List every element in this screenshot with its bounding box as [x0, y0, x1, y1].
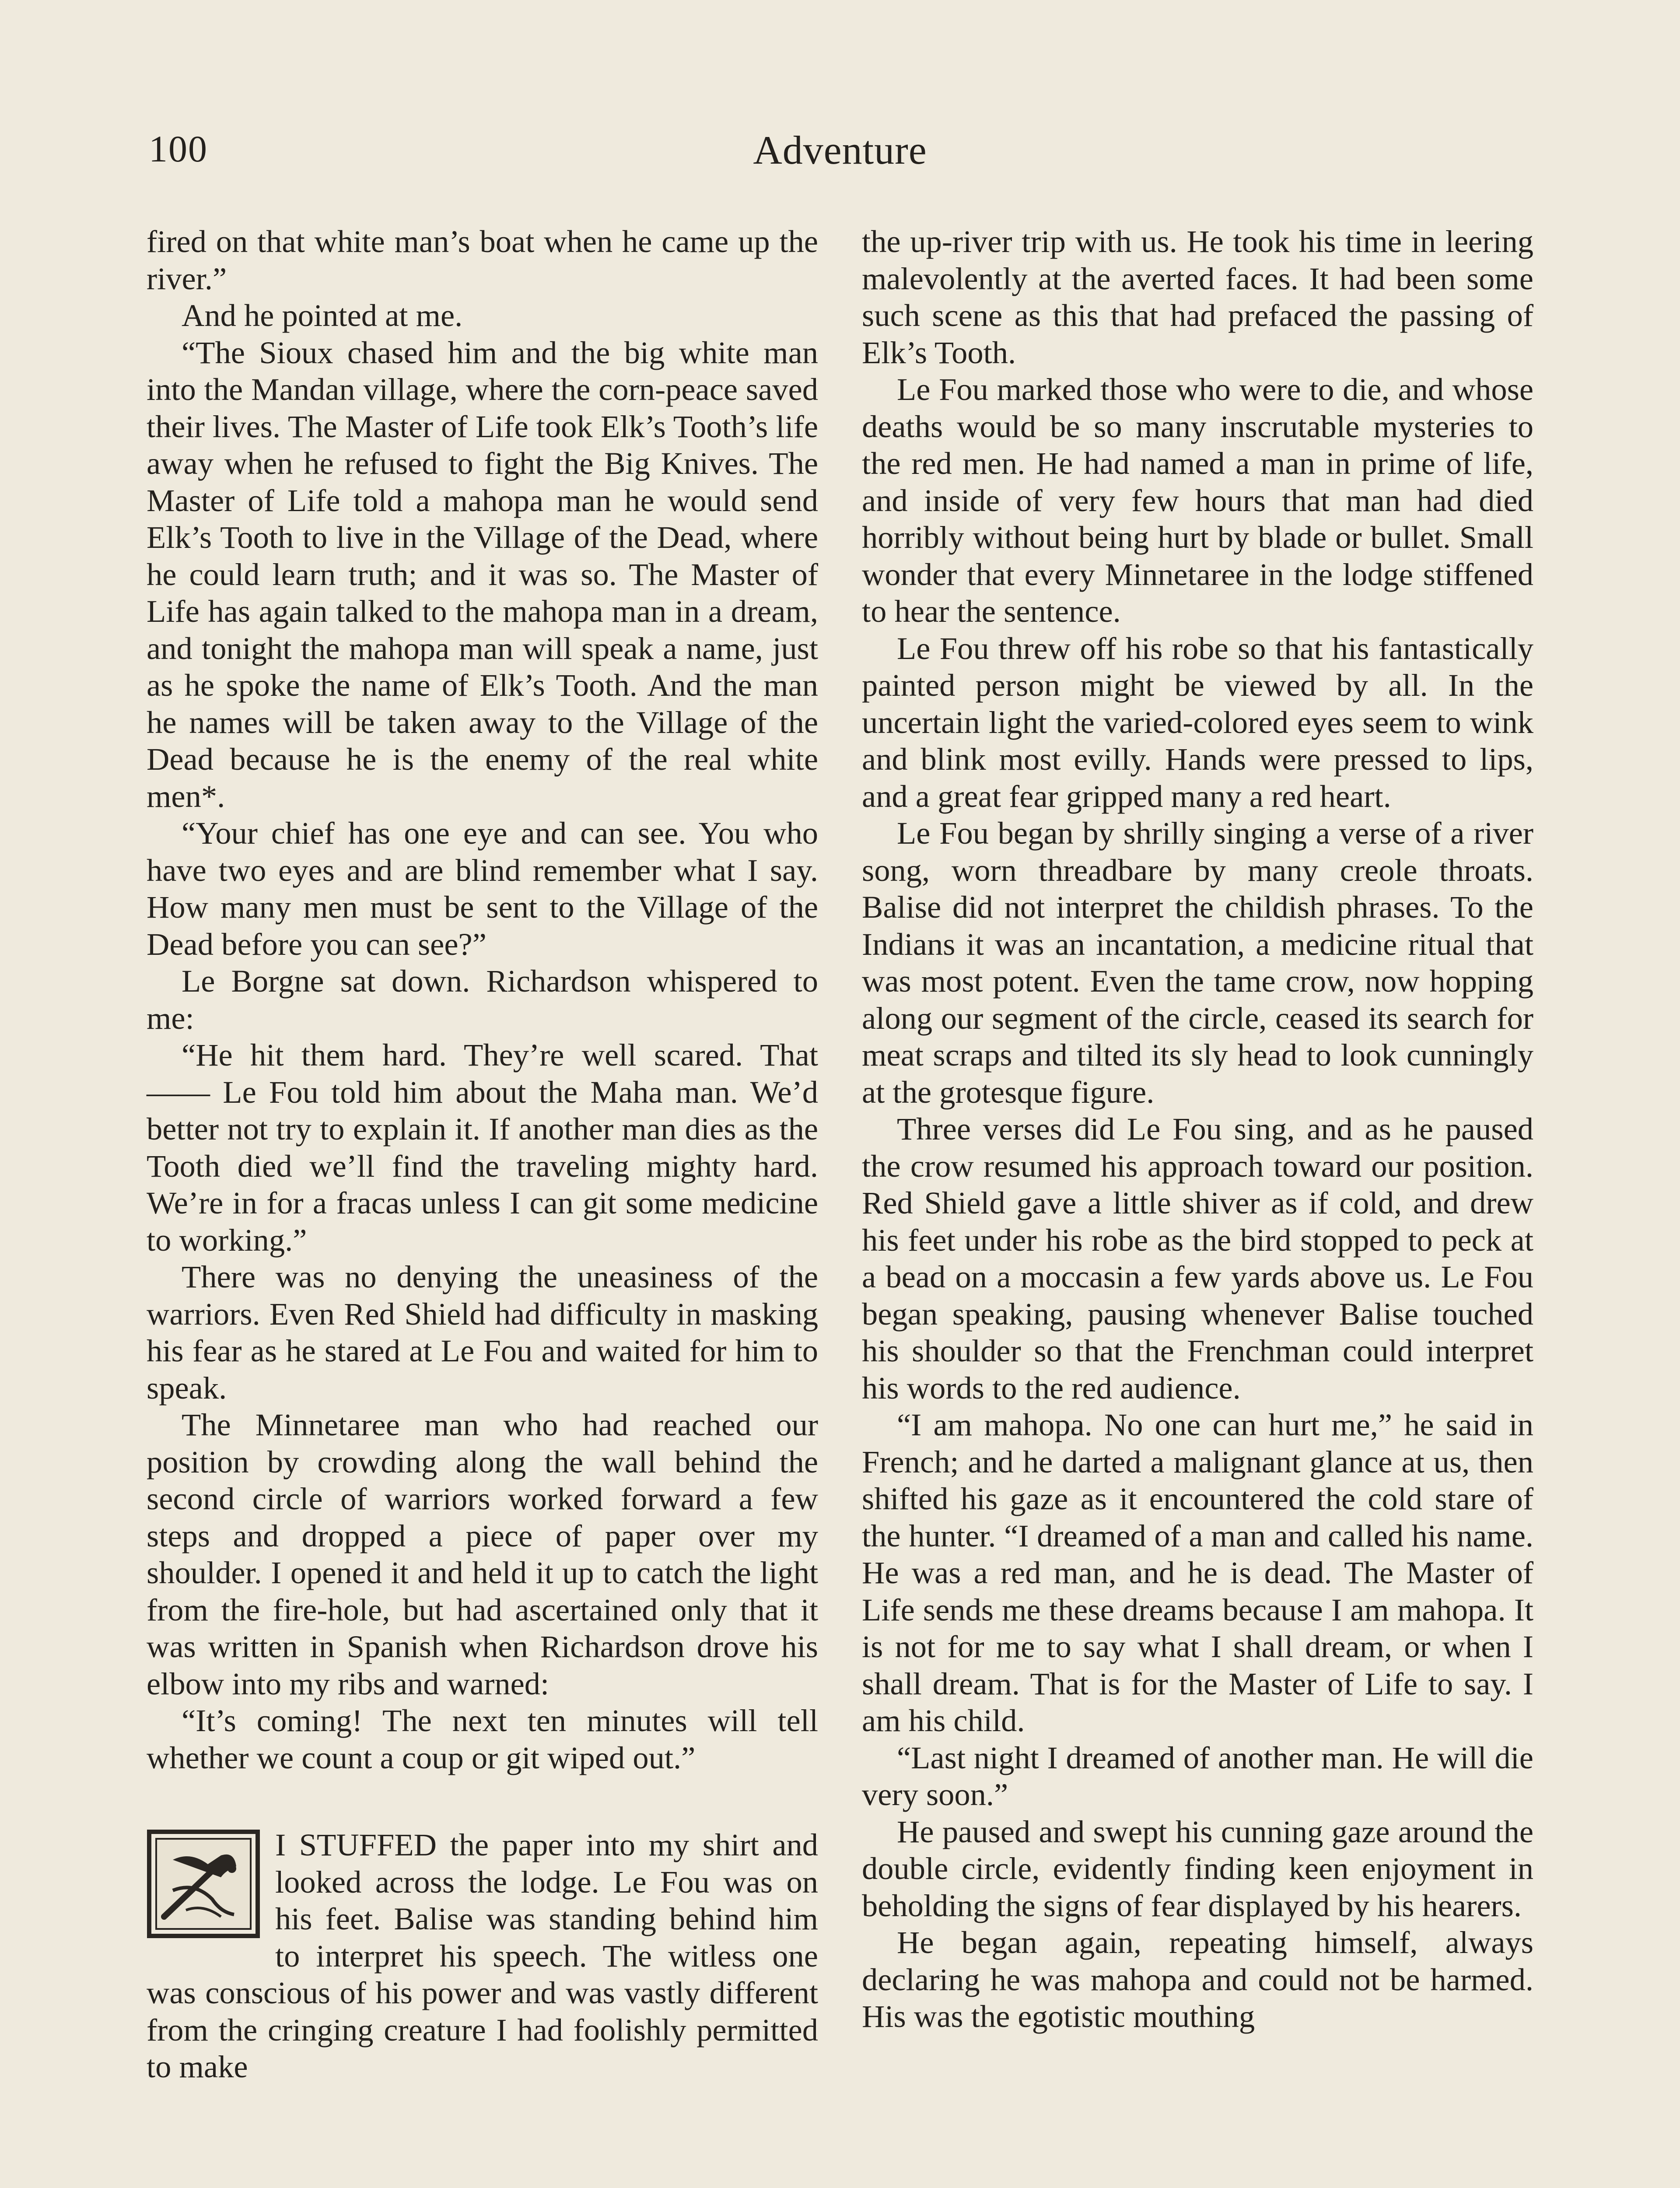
- paragraph: And he pointed at me.: [182, 298, 463, 333]
- paragraph: There was no denying the uneasiness of the warriors. Even Red Shield had difficulty in masking his fear as he stared at Le Fou and waited for him to speak.: [147, 1259, 818, 1406]
- journal-title: Adventure: [753, 128, 927, 172]
- paragraph: “It’s coming! The next ten minutes will tell whether we count a coup or git wiped out.”: [147, 1703, 818, 1775]
- paragraph: He began again, repeating himself, always declaring he was mahopa and could not be harmed. His was the egotistic mouthing: [862, 1925, 1533, 2034]
- paragraph: Le Fou began by shrilly singing a verse of a river song, worn threadbare by many creole throats. Balise did not interpret the childish phrases. To the Indians it was an incantation, a medicine ritual that was most potent. Even the tame crow, now hopping along our segment of the circle, ceased its search for meat scraps and tilted its sly head to look cunningly at the grotesque figure.: [862, 815, 1533, 1110]
- page-number: 100: [149, 128, 208, 170]
- section-opening-paragraph: I STUFFED the paper into my shirt and looked across the lodge. Le Fou was on his feet. Balise was standing behind him to interpret his speech. The witless one was conscious of his power and was vastly different from the cringing creature I had foolishly permitted to make: [147, 1827, 818, 2084]
- paragraph: “He hit them hard. They’re well scared. That —— Le Fou told him about the Maha man. We’d better not try to explain it. If another man dies as the Tooth died we’ll find the traveling mighty hard. We’re in for a fracas unless I can git some medicine to working.”: [147, 1037, 818, 1258]
- decorative-initial-icon: [147, 1829, 260, 1939]
- page-header: [149, 127, 1531, 188]
- section-break: [147, 1827, 818, 2086]
- paragraph: Le Borgne sat down. Richardson whispered to me:: [147, 963, 818, 1036]
- paragraph: “I am mahopa. No one can hurt me,” he said in French; and he darted a malignant glance at us, then shifted his gaze as it encountered the cold stare of the hunter. “I dreamed of a man and called his name. He was a red man, and he is dead. The Master of Life sends me these dreams because I am mahopa. It is not for me to say what I shall dream, or when I shall dream. That is for the Master of Life to say. I am his child.: [862, 1407, 1533, 1738]
- paragraph: He paused and swept his cunning gaze around the double circle, evidently finding keen enjoyment in beholding the signs of fear displayed by his hearers.: [862, 1813, 1533, 1923]
- paragraph: the up-river trip with us. He took his time in leering malevolently at the averted faces. It had been some such scene as this that had prefaced the passing of Elk’s Tooth.: [862, 224, 1533, 370]
- paragraph: Le Fou marked those who were to die, and whose deaths would be so many inscrutable mysteries to the red men. He had named a man in prime of life, and inside of very few hours that man had died horribly without being hurt by blade or bullet. Small wonder that every Minnetaree in the lodge stiffened to hear the sentence.: [862, 372, 1533, 629]
- paragraph: “The Sioux chased him and the big white man into the Mandan village, where the corn-peace saved their lives. The Master of Life took Elk’s Tooth’s life away when he refused to fight the Big Knives. The Master of Life told a mahopa man he would send Elk’s Tooth to live in the Village of the Dead, where he could learn truth; and it was so. The Master of Life has again talked to the mahopa man in a dream, and tonight the mahopa man will speak a name, just as he spoke the name of Elk’s Tooth. And the man he names will be taken away to the Village of the Dead because he is the enemy of the real white men*.: [147, 334, 818, 814]
- tomahawk-icon: [147, 1829, 260, 1939]
- paragraph: Le Fou threw off his robe so that his fantastically painted person might be viewed by all. In the uncertain light the varied-colored eyes seem to wink and blink most evilly. Hands were pressed to lips, and a great fear gripped many a red heart.: [862, 630, 1533, 814]
- paragraph: The Minnetaree man who had reached our position by crowding along the wall behind the second circle of warriors worked forward a few steps and dropped a piece of paper over my shoulder. I opened it and held it up to catch the light from the fire-hole, but had ascertained only that it was written in Spanish when Richardson drove his elbow into my ribs and warned:: [147, 1407, 818, 1701]
- left-column: [147, 223, 818, 2086]
- paragraph: Three verses did Le Fou sing, and as he paused the crow resumed his approach toward our position. Red Shield gave a little shiver as if cold, and drew his feet under his robe as the bird stopped to peck at a bead on a moccasin a few yards above us. Le Fou began speaking, pausing whenever Balise touched his shoulder so that the Frenchman could interpret his words to the red audience.: [862, 1111, 1533, 1406]
- right-column: [862, 223, 1533, 2035]
- paragraph: fired on that white man’s boat when he came up the river.”: [147, 224, 818, 296]
- paragraph: “Last night I dreamed of another man. He will die very soon.”: [862, 1739, 1533, 1812]
- paragraph: “Your chief has one eye and can see. You who have two eyes and are blind remember what I say. How many men must be sent to the Village of the Dead before you can see?”: [147, 815, 818, 962]
